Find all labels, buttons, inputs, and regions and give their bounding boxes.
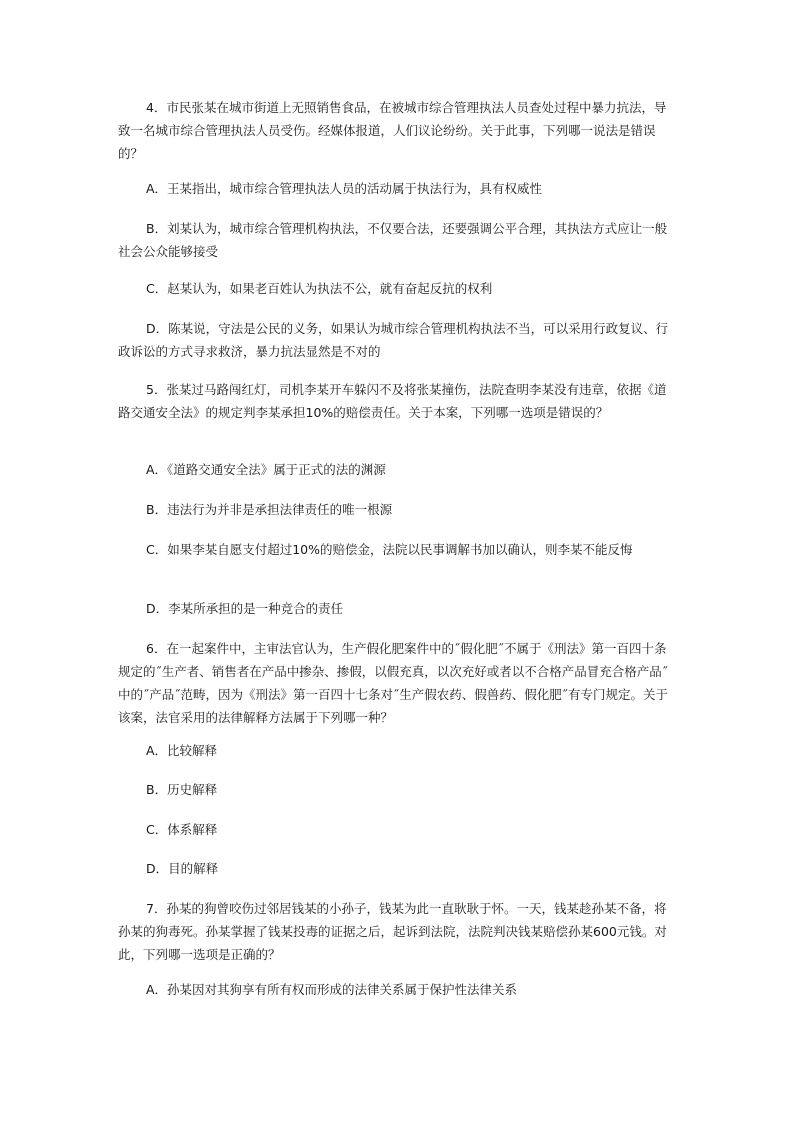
question-6-stem: 6．在一起案件中，主审法官认为，生产假化肥案件中的˝假化肥˝不属于《刑法》第一百四十条规定的˝生产者、销售者在产品中掺杂、掺假，以假充真，以次充好或者以不合格产品冒充合格产品˝中的˝产品˝范畴，因为《刑法》第一百四十七条对˝生产假农药、假兽药、假化肥˝有专门规定。关于该案，法官采用的法律解释方法属于下列哪一种？: [118, 641, 669, 725]
question-6-option-a: A．比较解释: [146, 743, 218, 758]
question-5-option-b: B．违法行为并非是承担法律责任的唯一根源: [146, 502, 393, 517]
question-7-stem: 7．孙某的狗曾咬伤过邻居钱某的小孙子，钱某为此一直耿耿于怀。一天，钱某趁孙某不备，将孙某的狗毒死。孙某掌握了钱某投毒的证据之后，起诉到法院，法院判决钱某赔偿孙某600元钱。对此，下列哪一选项是正确的？: [118, 901, 667, 962]
question-6-option-d: D．目的解释: [146, 861, 219, 876]
question-4-option-a: A．王某指出，城市综合管理执法人员的活动属于执法行为，具有权威性: [146, 181, 543, 196]
question-5-option-d: D．李某所承担的是一种竞合的责任: [146, 601, 344, 616]
question-7-option-a: A．孙某因对其狗享有所有权而形成的法律关系属于保护性法律关系: [146, 982, 518, 997]
question-5-stem: 5．张某过马路闯红灯，司机李某开车躲闪不及将张某撞伤，法院查明李某没有违章，依据《道路交通安全法》的规定判李某承担10%的赔偿责任。关于本案，下列哪一选项是错误的？: [118, 382, 667, 420]
question-4-stem: 4．市民张某在城市街道上无照销售食品，在被城市综合管理执法人员查处过程中暴力抗法，导致一名城市综合管理执法人员受伤。经媒体报道，人们议论纷纷。关于此事，下列哪一说法是错误的？: [118, 100, 667, 161]
question-6-option-c: C．体系解释: [146, 822, 218, 837]
question-4-option-b: B．刘某认为，城市综合管理机构执法，不仅要合法，还要强调公平合理，其执法方式应让一般社会公众能够接受: [118, 221, 668, 259]
question-5-option-c: C．如果李某自愿支付超过10%的赔偿金，法院以民事调解书加以确认，则李某不能反悔: [146, 542, 633, 557]
question-4-option-d: D．陈某说，守法是公民的义务，如果认为城市综合管理机构执法不当，可以采用行政复议、行政诉讼的方式寻求救济，暴力抗法显然是不对的: [118, 321, 669, 359]
question-6-option-b: B．历史解释: [146, 782, 218, 797]
question-5-option-a: A．《道路交通安全法》属于正式的法的渊源: [146, 462, 386, 477]
question-4-option-c: C．赵某认为，如果老百姓认为执法不公，就有奋起反抗的权利: [146, 281, 493, 296]
